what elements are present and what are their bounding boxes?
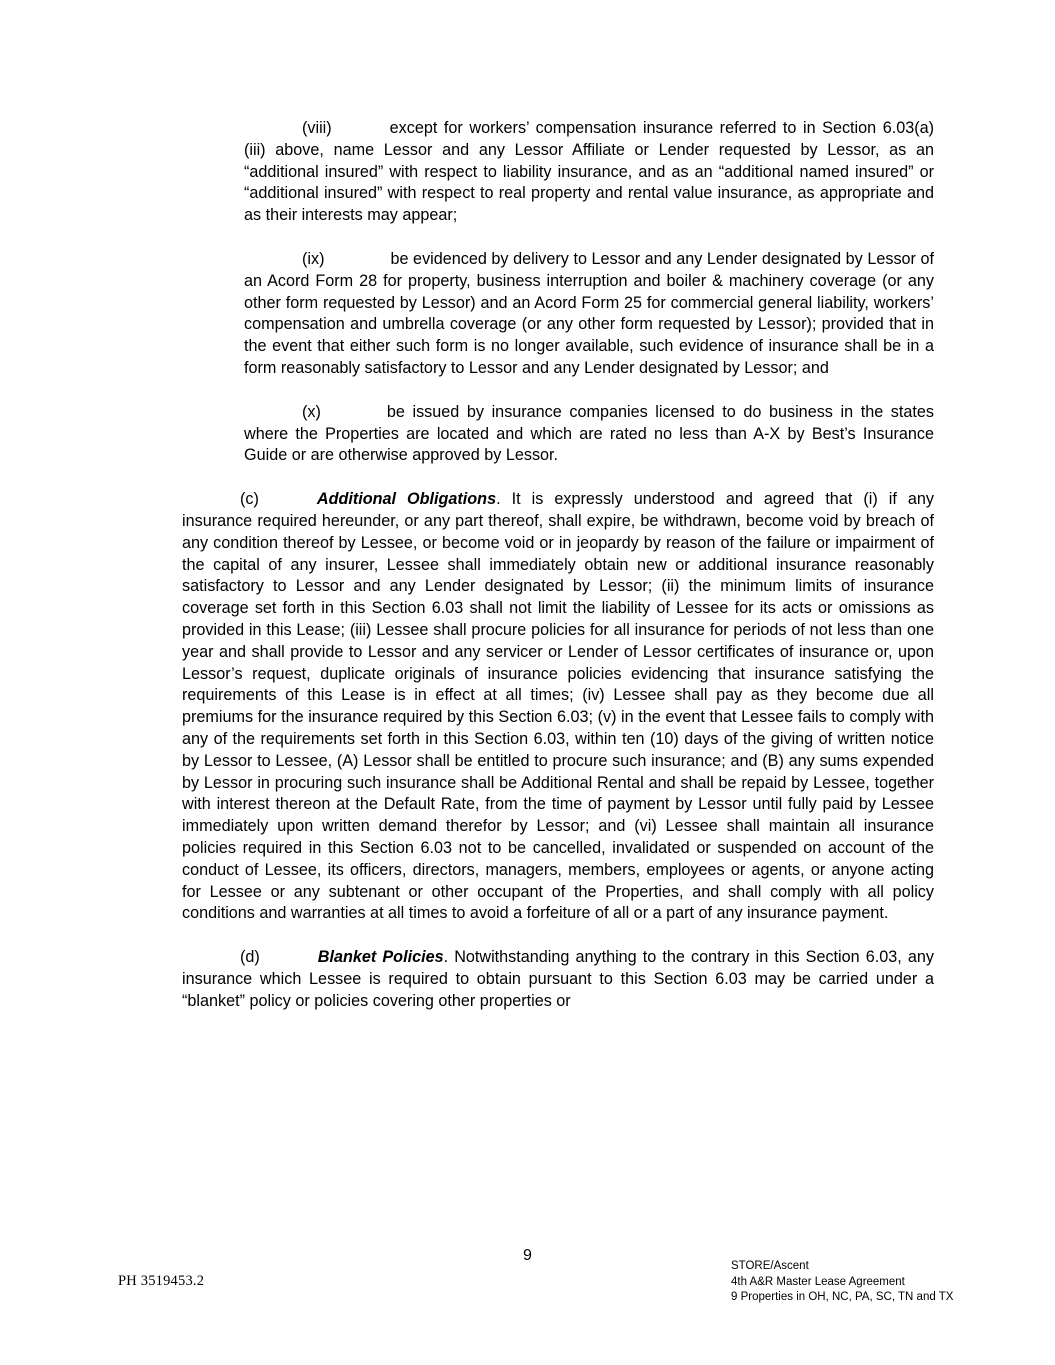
paragraph-viii [244, 118, 934, 227]
paragraph-marker: (ix) [302, 249, 325, 268]
paragraph-marker: (x) [302, 402, 321, 421]
page-number: 9 [523, 1247, 532, 1264]
paragraph-text: be issued by insurance companies licensed to do business in the states where the Properties are located and which are rated no less than A-X by Best’s Insurance Guide or are otherwise approved by Lessor. [244, 402, 934, 465]
footer-line-1: STORE/Ascent [731, 1260, 809, 1272]
footer-line-3: 9 Properties in OH, NC, PA, SC, TN and TX [731, 1291, 954, 1303]
paragraph-heading: Blanket Policies [317, 948, 444, 967]
paragraph-marker: (d) [240, 948, 260, 967]
paragraph-marker: (c) [240, 490, 259, 509]
paragraph-d-blanket-policies [182, 947, 934, 1012]
paragraph-x [244, 402, 934, 467]
paragraph-marker: (viii) [302, 119, 332, 137]
paragraph-heading: Additional Obligations [316, 490, 497, 509]
paragraph-c-additional-obligations [182, 489, 934, 925]
footer-line-2: 4th A&R Master Lease Agreement [731, 1275, 905, 1288]
paragraph-text: except for workers’ compensation insurance referred to in Section 6.03(a)(iii) above, name Lessor and any Lessor Affiliate or Lender requested by Lessor, as an “additional insured” with respect to liability insurance, and as an “additional named insured” or “additional insured” with respect to real property and rental value insurance, as appropriate and as their interests may appear; [244, 119, 934, 225]
footer-document-info [731, 1259, 953, 1306]
document-body [182, 118, 934, 1012]
paragraph-ix [244, 249, 934, 380]
paragraph-text: . It is expressly understood and agreed that (i) if any insurance required hereunder, or any part thereof, shall expire, be withdrawn, become void by breach of any condition thereof by Lessee, or become void or in jeopardy by reason of the failure or impairment of the capital of any insurer, Lessee shall immediately obtain new or additional insurance reasonably satisfactory to Lessor and any Lender designated by Lessor; (ii) the minimum limits of insurance coverage set forth in this Section 6.03 shall not limit the liability of Lessee for its acts or omissions as provided in this Lease; (iii) Lessee shall procure policies for all insurance for periods of not less than one year and shall provide to Lessor and any servicer or Lender of Lessor certificates of insurance or, upon Lessor’s request, duplicate originals of insurance policies evidencing that insurance satisfying the requirements of this Lease is in effect at all times; (iv) Lessee shall pay as they become due all premiums for the insurance required by this Section 6.03; (v) in the event that Lessee fails to comply with any of the requirements set forth in this Section 6.03, within ten (10) days of the giving of written notice by Lessor to Lessee, (A) Lessor shall be entitled to procure such insurance; and (B) any sums expended by Lessor in procuring such insurance shall be Additional Rental and shall be repaid by Lessee, together with interest thereon at the Default Rate, from the time of payment by Lessor until fully paid by Lessee immediately upon written demand therefor by Lessor; and (vi) Lessee shall maintain all insurance policies required in this Section 6.03 not to be cancelled, invalidated or suspended on account of the conduct of Lessee, its officers, directors, managers, members, employees or agents, or anyone acting for Lessee or any subtenant or other occupant of the Properties, and shall comply with all policy conditions and warranties at all times to avoid a forfeiture of all or a part of any insurance payment. [182, 490, 935, 923]
paragraph-text: be evidenced by delivery to Lessor and any Lender designated by Lessor of an Acord Form 28 for property, business interruption and boiler & machinery coverage (or any other form requested by Lessor) and an Acord Form 25 for commercial general liability, workers’ compensation and umbrella coverage (or any other form requested by Lessor); provided that in the event that either such form is no longer available, such evidence of insurance shall be in a form reasonably satisfactory to Lessor and any Lender designated by Lessor; and [244, 249, 934, 377]
paragraph-text: . Notwithstanding anything to the contrary in this Section 6.03, any insurance which Lessee is required to obtain pursuant to this Section 6.03 may be carried under a “blanket” policy or policies covering other properties or [182, 948, 934, 1010]
document-id: PH 3519453.2 [118, 1273, 205, 1289]
